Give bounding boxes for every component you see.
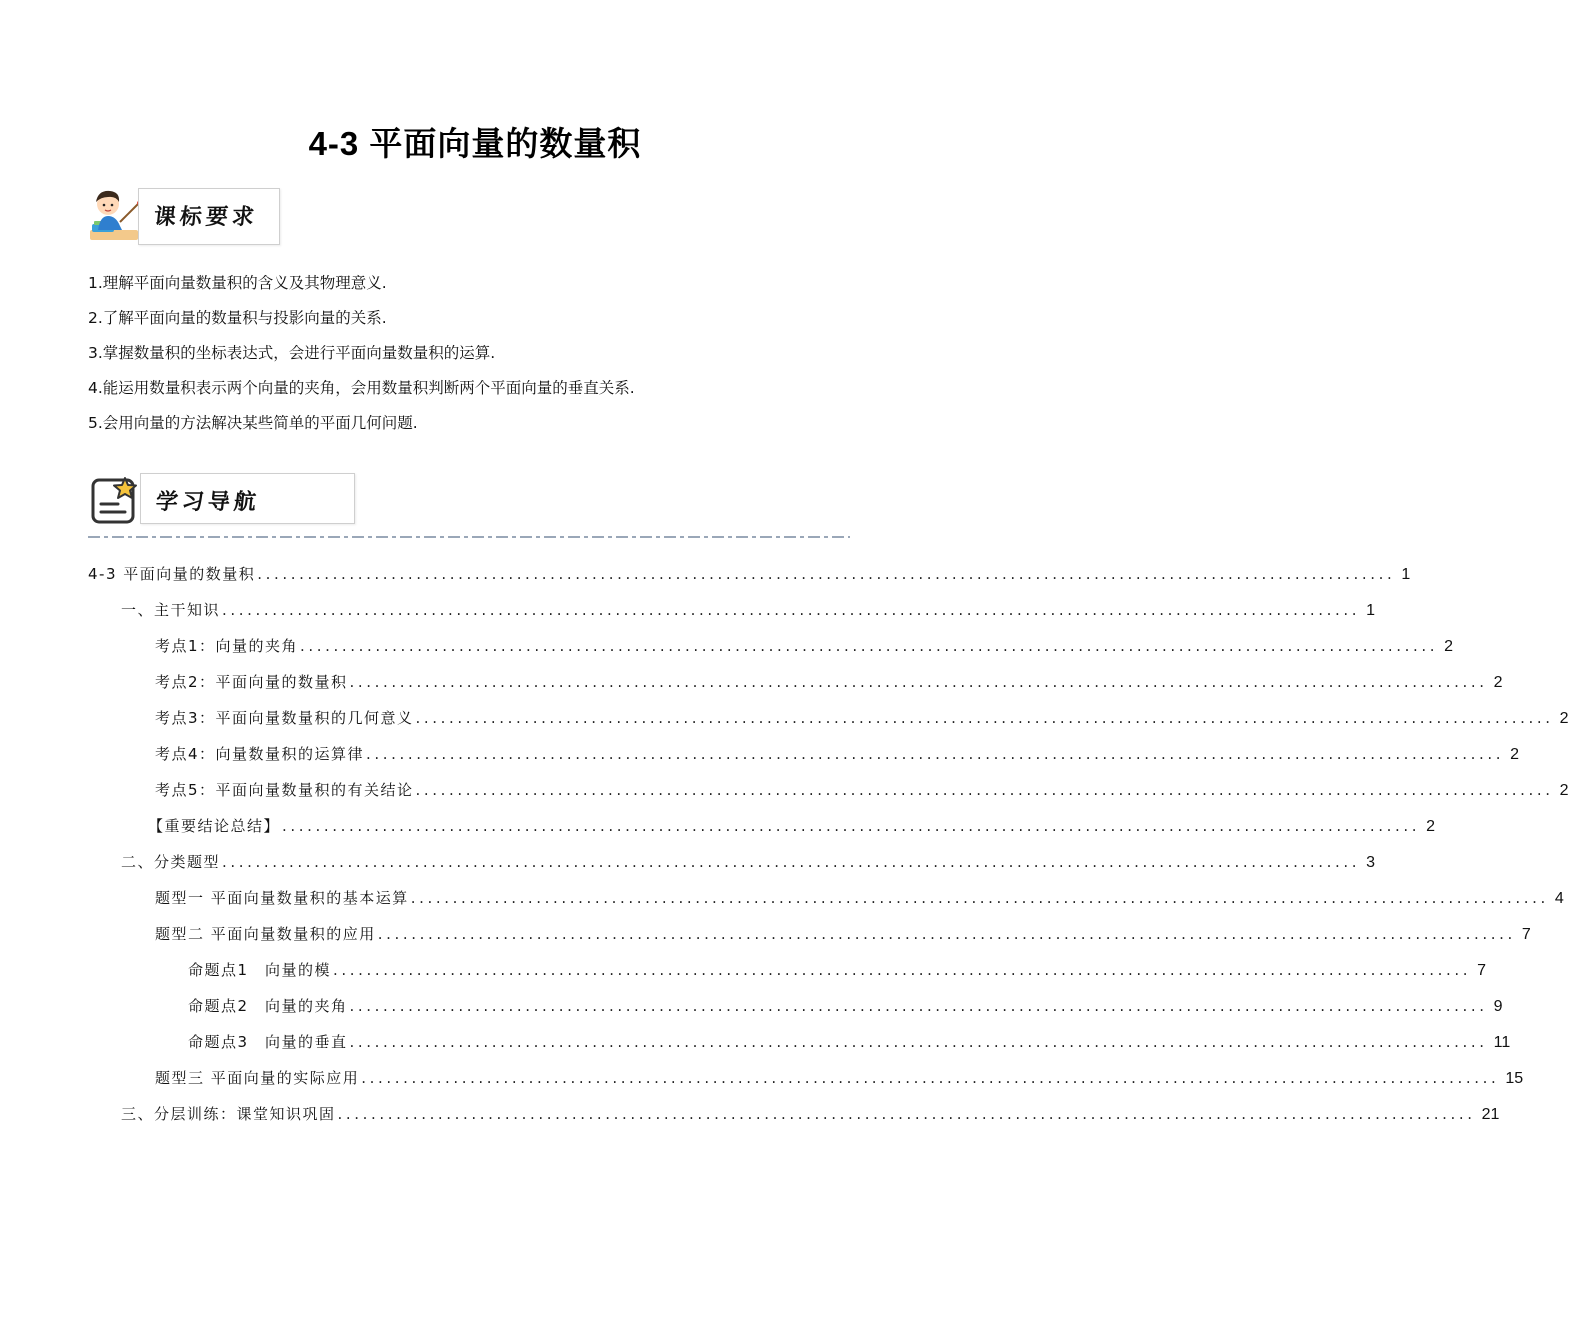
toc-page-number: 7 (1521, 926, 1531, 943)
toc-entry[interactable] (188, 1024, 1511, 1060)
toc-page-number: 2 (1559, 710, 1569, 727)
toc-entry[interactable] (155, 700, 1569, 736)
toc-entry[interactable] (121, 844, 1375, 880)
teacher-icon (86, 186, 146, 246)
section-heading-requirements: 课标要求 (152, 204, 260, 230)
toc-page-number: 15 (1505, 1070, 1524, 1087)
toc-page-number: 2 (1559, 782, 1569, 799)
toc-leader: ........................................................................................................................................ (415, 781, 1554, 799)
notebook-star-icon (88, 472, 144, 528)
toc-entry-title: 考点4：向量数量积的运算律 (155, 745, 365, 763)
toc-entry-title: 题型二 平面向量数量积的应用 (155, 925, 376, 943)
toc-entry-title: 命题点2 向量的夹角 (188, 997, 348, 1015)
toc-entry[interactable] (155, 628, 1454, 664)
toc-page-number: 3 (1366, 854, 1375, 871)
toc-entry-title: 考点2：平面向量的数量积 (155, 673, 348, 691)
toc-page-number: 2 (1426, 818, 1435, 835)
toc-entry[interactable] (121, 592, 1375, 628)
toc-entry[interactable] (88, 556, 1411, 592)
toc-entry-title: 考点3：平面向量数量积的几何意义 (155, 709, 414, 727)
requirement-item: 2.了解平面向量的数量积与投影向量的关系. (88, 309, 387, 327)
toc-entry-title: 三、分层训练：课堂知识巩固 (121, 1105, 336, 1123)
toc-leader: ........................................................................................................................................ (366, 745, 1505, 763)
toc-leader: ........................................................................................................................................ (257, 565, 1396, 583)
toc-page-number: 7 (1477, 962, 1487, 979)
toc-entry-title: 二、分类题型 (121, 853, 221, 871)
toc-entry-title: 题型三 平面向量的实际应用 (155, 1069, 360, 1087)
toc-entry-title: 一、主干知识 (121, 601, 221, 619)
toc-leader: ........................................................................................................................................ (300, 637, 1439, 655)
toc-leader: ........................................................................................................................................ (410, 889, 1549, 907)
toc-entry[interactable] (155, 880, 1564, 916)
toc-entry[interactable] (155, 916, 1531, 952)
toc-entry[interactable] (155, 736, 1520, 772)
toc-page-number: 4 (1554, 890, 1564, 907)
toc-entry[interactable] (155, 1060, 1524, 1096)
toc-leader: ........................................................................................................................................ (349, 673, 1488, 691)
toc-page-number: 2 (1510, 746, 1520, 763)
toc-entry-title: 4-3 平面向量的数量积 (88, 565, 256, 583)
toc-entry-title: 题型一 平面向量数量积的基本运算 (155, 889, 409, 907)
page-title: 4-3 平面向量的数量积 (308, 125, 642, 162)
toc-leader: ........................................................................................................................................ (349, 997, 1488, 1015)
toc-leader: ........................................................................................................................................ (361, 1069, 1500, 1087)
toc-entry-title: 命题点3 向量的垂直 (188, 1033, 348, 1051)
section-divider (88, 535, 850, 539)
toc-page-number: 21 (1481, 1106, 1500, 1123)
requirement-item: 1.理解平面向量数量积的含义及其物理意义. (88, 274, 387, 292)
toc-entry[interactable] (155, 772, 1569, 808)
toc-entry-title: 【重要结论总结】 (148, 817, 281, 835)
toc-page-number: 2 (1444, 638, 1454, 655)
toc-entry-title: 考点1：向量的夹角 (155, 637, 299, 655)
study-navigation-banner (88, 470, 358, 530)
toc-entry-title: 命题点1 向量的模 (188, 961, 332, 979)
curriculum-requirements-banner (86, 186, 286, 246)
toc-page-number: 1 (1366, 602, 1375, 619)
requirements-list (88, 266, 635, 441)
requirement-item: 3.掌握数量积的坐标表达式，会进行平面向量数量积的运算. (88, 344, 496, 362)
toc-entry-title: 考点5：平面向量数量积的有关结论 (155, 781, 414, 799)
toc-leader: ........................................................................................................................................ (282, 817, 1421, 835)
toc-entry[interactable] (148, 808, 1435, 844)
toc-leader: ........................................................................................................................................ (377, 925, 1516, 943)
toc-leader: ........................................................................................................................................ (333, 961, 1472, 979)
toc-leader: ........................................................................................................................................ (337, 1105, 1476, 1123)
toc-leader: ........................................................................................................................................ (415, 709, 1554, 727)
toc-page-number: 2 (1493, 674, 1503, 691)
requirement-item: 4.能运用数量积表示两个向量的夹角，会用数量积判断两个平面向量的垂直关系. (88, 379, 635, 397)
toc-entry[interactable] (188, 952, 1487, 988)
toc-page-number: 1 (1401, 566, 1411, 583)
toc-page-number: 9 (1493, 998, 1503, 1015)
toc-entry[interactable] (121, 1096, 1500, 1132)
toc-entry[interactable] (188, 988, 1503, 1024)
toc-leader: ........................................................................................................................................ (222, 601, 1361, 619)
toc-leader: ........................................................................................................................................ (222, 853, 1361, 871)
requirement-item: 5.会用向量的方法解决某些简单的平面几何问题. (88, 414, 418, 432)
section-heading-navigation: 学习导航 (154, 489, 262, 515)
toc-page-number: 11 (1493, 1034, 1511, 1051)
toc-leader: ........................................................................................................................................ (349, 1033, 1488, 1051)
toc-entry[interactable] (155, 664, 1503, 700)
